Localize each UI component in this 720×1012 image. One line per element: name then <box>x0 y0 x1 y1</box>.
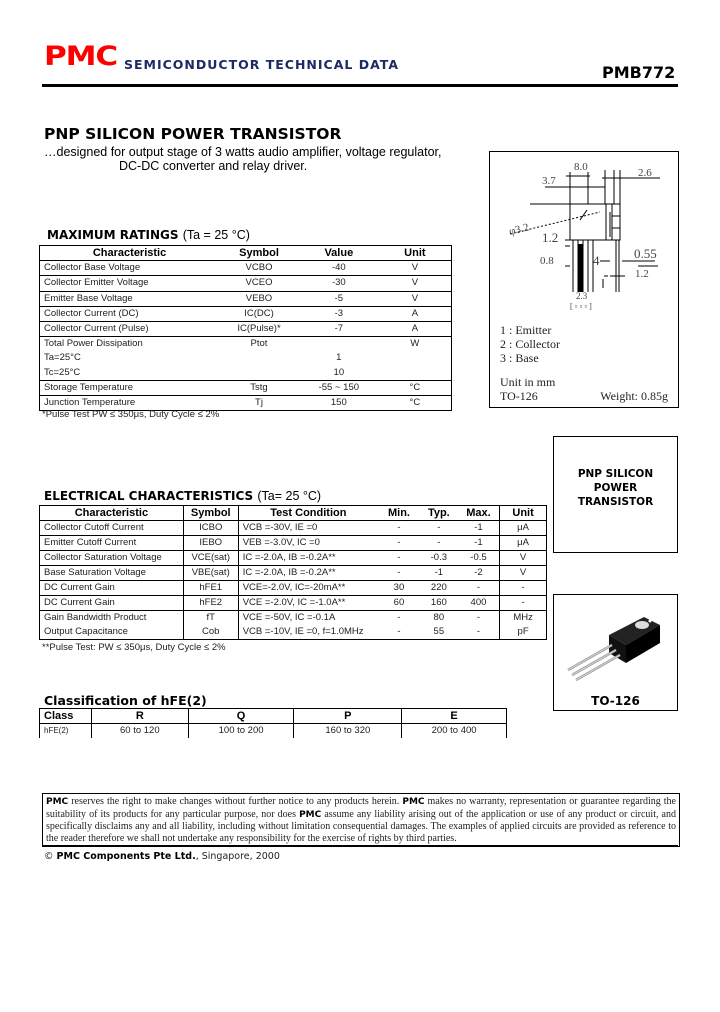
svg-text:4: 4 <box>593 253 600 268</box>
cell: VEB =-3.0V, IC =0 <box>242 537 320 548</box>
cell: IC =-2.0A, IB =-0.2A** <box>242 567 336 578</box>
part-number: PMB772 <box>602 63 676 82</box>
cell: VCBO <box>245 262 273 274</box>
cell: - <box>437 537 441 548</box>
disclaimer-text: reserves the right to make changes without further notice to any products herein. <box>68 796 403 807</box>
cell: hFE1 <box>183 581 238 596</box>
cell: VCE =-50V, IC =-0.1A <box>242 612 336 623</box>
svg-text:0.8: 0.8 <box>540 255 554 267</box>
cell: VCB =-30V, IE =0 <box>242 522 318 533</box>
cell: Storage Temperature <box>44 381 134 393</box>
footer-divider <box>42 845 678 846</box>
cell: VCB =-10V, IE =0, f=1.0MHz <box>242 626 364 637</box>
cell: 100 to 200 <box>188 724 294 739</box>
cell: V <box>411 262 419 274</box>
table-row <box>40 724 507 739</box>
cell <box>219 351 299 365</box>
product-summary-text <box>554 467 677 509</box>
cell <box>219 366 299 381</box>
cell: Cob <box>183 625 238 640</box>
cell: - <box>397 626 401 637</box>
cell: V <box>519 567 527 578</box>
cell: -2 <box>458 566 500 581</box>
cell: DC Current Gain <box>40 596 184 611</box>
cell: IC(DC) <box>244 307 274 319</box>
cell: Emitter Cutoff Current <box>40 536 184 551</box>
cell: 1 <box>336 352 342 364</box>
copyright-symbol: © <box>44 851 54 862</box>
cell: -7 <box>334 323 344 335</box>
cell: - <box>397 567 401 578</box>
cell: - <box>437 522 441 533</box>
cell: V <box>519 552 527 563</box>
cell: 60 <box>393 597 405 608</box>
cell: fT <box>183 611 238 626</box>
col-header: Symbol <box>183 506 238 521</box>
cell: -55 ~ 150 <box>318 381 360 393</box>
cell: -1 <box>458 521 500 536</box>
cell <box>299 337 379 352</box>
col-header: Min. <box>387 507 410 519</box>
cell: Collector Base Voltage <box>44 262 141 274</box>
cell: Total Power Dissipation <box>44 338 143 350</box>
cell: VEBO <box>245 292 273 304</box>
cell: -0.3 <box>430 552 448 563</box>
cell: Collector Current (Pulse) <box>44 323 149 335</box>
svg-text:2.6: 2.6 <box>638 167 652 179</box>
cell: Tc=25°C <box>44 366 81 378</box>
summary-line: POWER <box>593 482 638 494</box>
cell: μA <box>517 522 529 533</box>
max-ratings-table <box>39 245 452 411</box>
col-header: Characteristic <box>40 506 184 521</box>
cell: 400 <box>458 596 500 611</box>
pin-1-label: 1 : Emitter <box>500 323 552 337</box>
copyright-location-year: , Singapore, 2000 <box>195 851 280 862</box>
cell: -30 <box>331 277 346 289</box>
package-weight: Weight: 0.85g <box>600 389 668 403</box>
table-row <box>40 536 547 551</box>
cell: °C <box>409 396 421 408</box>
classification-heading: Classification of hFE(2) <box>44 693 207 708</box>
table-row <box>40 625 547 640</box>
cell: Collector Cutoff Current <box>40 521 184 536</box>
package-outline-drawing <box>490 152 678 312</box>
cell: VCE =-2.0V, IC =-1.0A** <box>242 597 346 608</box>
col-header: Characteristic <box>92 247 167 260</box>
col-header: E <box>402 709 507 724</box>
cell: 160 <box>430 597 447 608</box>
table-row <box>40 611 547 626</box>
cell: VCEO <box>245 277 273 289</box>
cell: V <box>411 277 419 289</box>
cell: IC(Pulse)* <box>237 323 281 335</box>
col-header: Test Condition <box>270 507 347 519</box>
table-row <box>40 596 547 611</box>
col-header: Symbol <box>239 247 279 260</box>
cell: Ptot <box>250 338 268 350</box>
cell: - <box>458 625 500 640</box>
svg-text:8.0: 8.0 <box>574 161 588 173</box>
summary-line: PNP SILICON <box>577 468 654 480</box>
cell: ICBO <box>183 521 238 536</box>
cell: A <box>411 307 419 319</box>
pmc-logo: PMC <box>44 41 118 72</box>
cell: 200 to 400 <box>402 724 507 739</box>
svg-text:1.2: 1.2 <box>542 230 559 245</box>
cell: - <box>397 612 401 623</box>
svg-text:0.55: 0.55 <box>634 246 657 261</box>
svg-text:2.3: 2.3 <box>576 291 588 301</box>
document-tagline: SEMICONDUCTOR TECHNICAL DATA <box>124 57 400 72</box>
col-header: Value <box>324 247 354 260</box>
cell: W <box>410 338 420 350</box>
cell: Ta=25°C <box>44 352 81 364</box>
cell: Tstg <box>250 381 268 393</box>
description-line-1: …designed for output stage of 3 watts audio amplifier, voltage regulator, <box>44 145 442 159</box>
electrical-heading <box>44 489 321 503</box>
cell: -0.5 <box>458 551 500 566</box>
cell: 160 to 320 <box>294 724 402 739</box>
col-header: Max. <box>458 506 500 521</box>
cell <box>379 351 452 365</box>
cell: hFE2 <box>183 596 238 611</box>
max-ratings-condition: (Ta = 25 °C) <box>182 228 250 242</box>
cell: Tj <box>255 396 263 408</box>
cell: Collector Saturation Voltage <box>40 551 184 566</box>
electrical-footnote: **Pulse Test: PW ≤ 350μs, Duty Cycle ≤ 2% <box>42 642 226 653</box>
product-description <box>44 145 464 173</box>
pin-3-label: 3 : Base <box>500 351 539 365</box>
max-ratings-title: MAXIMUM RATINGS <box>47 228 179 242</box>
svg-text:1.2: 1.2 <box>635 268 649 280</box>
table-row <box>40 551 547 566</box>
product-title: PNP SILICON POWER TRANSISTOR <box>44 125 342 143</box>
disclaimer-text: assume any liability arising out of the application or use of any product or circuit, and specifically disclaims any and all liability, including without limitation consequential damages. The examples of applied circuits are provided as reference to the reader therefore we shall not undertake any responsibility for the exercise of rights by third parties. <box>46 808 676 844</box>
package-type: TO-126 <box>500 389 538 403</box>
classification-table <box>39 708 507 738</box>
cell: MHz <box>513 612 533 623</box>
pin-2-label: 2 : Collector <box>500 337 560 351</box>
col-header: P <box>294 709 402 724</box>
product-summary-box <box>553 436 678 553</box>
cell: Collector Emitter Voltage <box>44 277 149 289</box>
table-row <box>40 321 452 336</box>
cell: A <box>411 323 419 335</box>
svg-text:[ ▫ ▫ ▫ ]: [ ▫ ▫ ▫ ] <box>570 302 592 311</box>
cell: -1 <box>458 536 500 551</box>
col-header: Class <box>40 709 92 724</box>
cell: VCE(sat) <box>183 551 238 566</box>
cell: - <box>397 522 401 533</box>
cell: Base Saturation Voltage <box>40 566 184 581</box>
disclaimer-text: makes no warranty, representation or guarantee regarding the suitability of its products for any particular purpose, nor does <box>46 796 676 820</box>
cell: - <box>521 582 525 593</box>
col-header: Unit <box>512 507 534 519</box>
col-header: Unit <box>404 247 426 260</box>
electrical-table <box>39 505 547 640</box>
brand-name: PMC <box>46 797 69 807</box>
cell: -1 <box>434 567 444 578</box>
cell: °C <box>409 381 421 393</box>
package-image-box <box>553 594 678 711</box>
table-row <box>40 291 452 306</box>
cell: -5 <box>334 292 344 304</box>
electrical-title: ELECTRICAL CHARACTERISTICS <box>44 489 254 503</box>
cell: Collector Current (DC) <box>44 307 139 319</box>
cell: - <box>458 611 500 626</box>
cell: 30 <box>393 582 405 593</box>
to126-package-icon <box>554 595 677 690</box>
package-image-caption: TO-126 <box>591 694 640 708</box>
brand-name: PMC <box>402 797 425 807</box>
cell: 80 <box>433 612 445 623</box>
cell: V <box>411 292 419 304</box>
unit-note: Unit in mm <box>500 375 556 389</box>
cell: 150 <box>330 396 347 408</box>
cell: Emitter Base Voltage <box>44 292 133 304</box>
table-row <box>40 351 452 365</box>
cell: IC =-2.0A, IB =-0.2A** <box>242 552 336 563</box>
table-row <box>40 566 547 581</box>
cell: Junction Temperature <box>44 396 136 408</box>
cell: Output Capacitance <box>40 625 184 640</box>
cell: - <box>458 581 500 596</box>
cell: - <box>397 552 401 563</box>
legal-disclaimer <box>42 793 680 847</box>
cell: 10 <box>333 366 345 378</box>
col-header: Typ. <box>427 507 450 519</box>
table-row <box>40 261 452 276</box>
cell <box>379 366 452 381</box>
pin-list <box>500 323 560 365</box>
company-name: PMC Components Pte Ltd. <box>56 851 196 862</box>
cell: -3 <box>334 307 344 319</box>
table-row <box>40 306 452 321</box>
cell: 55 <box>433 626 445 637</box>
col-header: R <box>91 709 188 724</box>
cell: -40 <box>331 262 346 274</box>
cell: μA <box>517 537 529 548</box>
copyright <box>44 851 280 862</box>
package-drawing-box <box>489 151 679 408</box>
table-row <box>40 581 547 596</box>
cell: pF <box>517 626 529 637</box>
cell: hFE(2) <box>40 724 92 739</box>
description-line-2: DC-DC converter and relay driver. <box>119 159 308 173</box>
cell: Gain Bandwidth Product <box>40 611 184 626</box>
table-row <box>40 380 452 395</box>
table-row <box>40 521 547 536</box>
table-row <box>40 337 452 352</box>
cell: 220 <box>430 582 447 593</box>
electrical-condition: (Ta= 25 °C) <box>257 489 322 503</box>
cell: VBE(sat) <box>183 566 238 581</box>
header-divider <box>42 84 678 87</box>
cell: - <box>397 537 401 548</box>
svg-text:3.7: 3.7 <box>542 175 556 187</box>
brand-name: PMC <box>299 809 322 820</box>
cell: IEBO <box>183 536 238 551</box>
cell: 60 to 120 <box>91 724 188 739</box>
summary-line: TRANSISTOR <box>577 496 654 508</box>
cell: VCE=-2.0V, IC=-20mA** <box>242 582 346 593</box>
table-row <box>40 276 452 291</box>
cell: - <box>521 597 525 608</box>
svg-text:φ3.2: φ3.2 <box>507 221 531 238</box>
col-header: Q <box>188 709 294 724</box>
cell: DC Current Gain <box>40 581 184 596</box>
max-ratings-heading <box>47 228 250 242</box>
max-ratings-footnote: *Pulse Test PW ≤ 350μs, Duty Cycle ≤ 2% <box>42 409 220 420</box>
table-row <box>40 366 452 381</box>
